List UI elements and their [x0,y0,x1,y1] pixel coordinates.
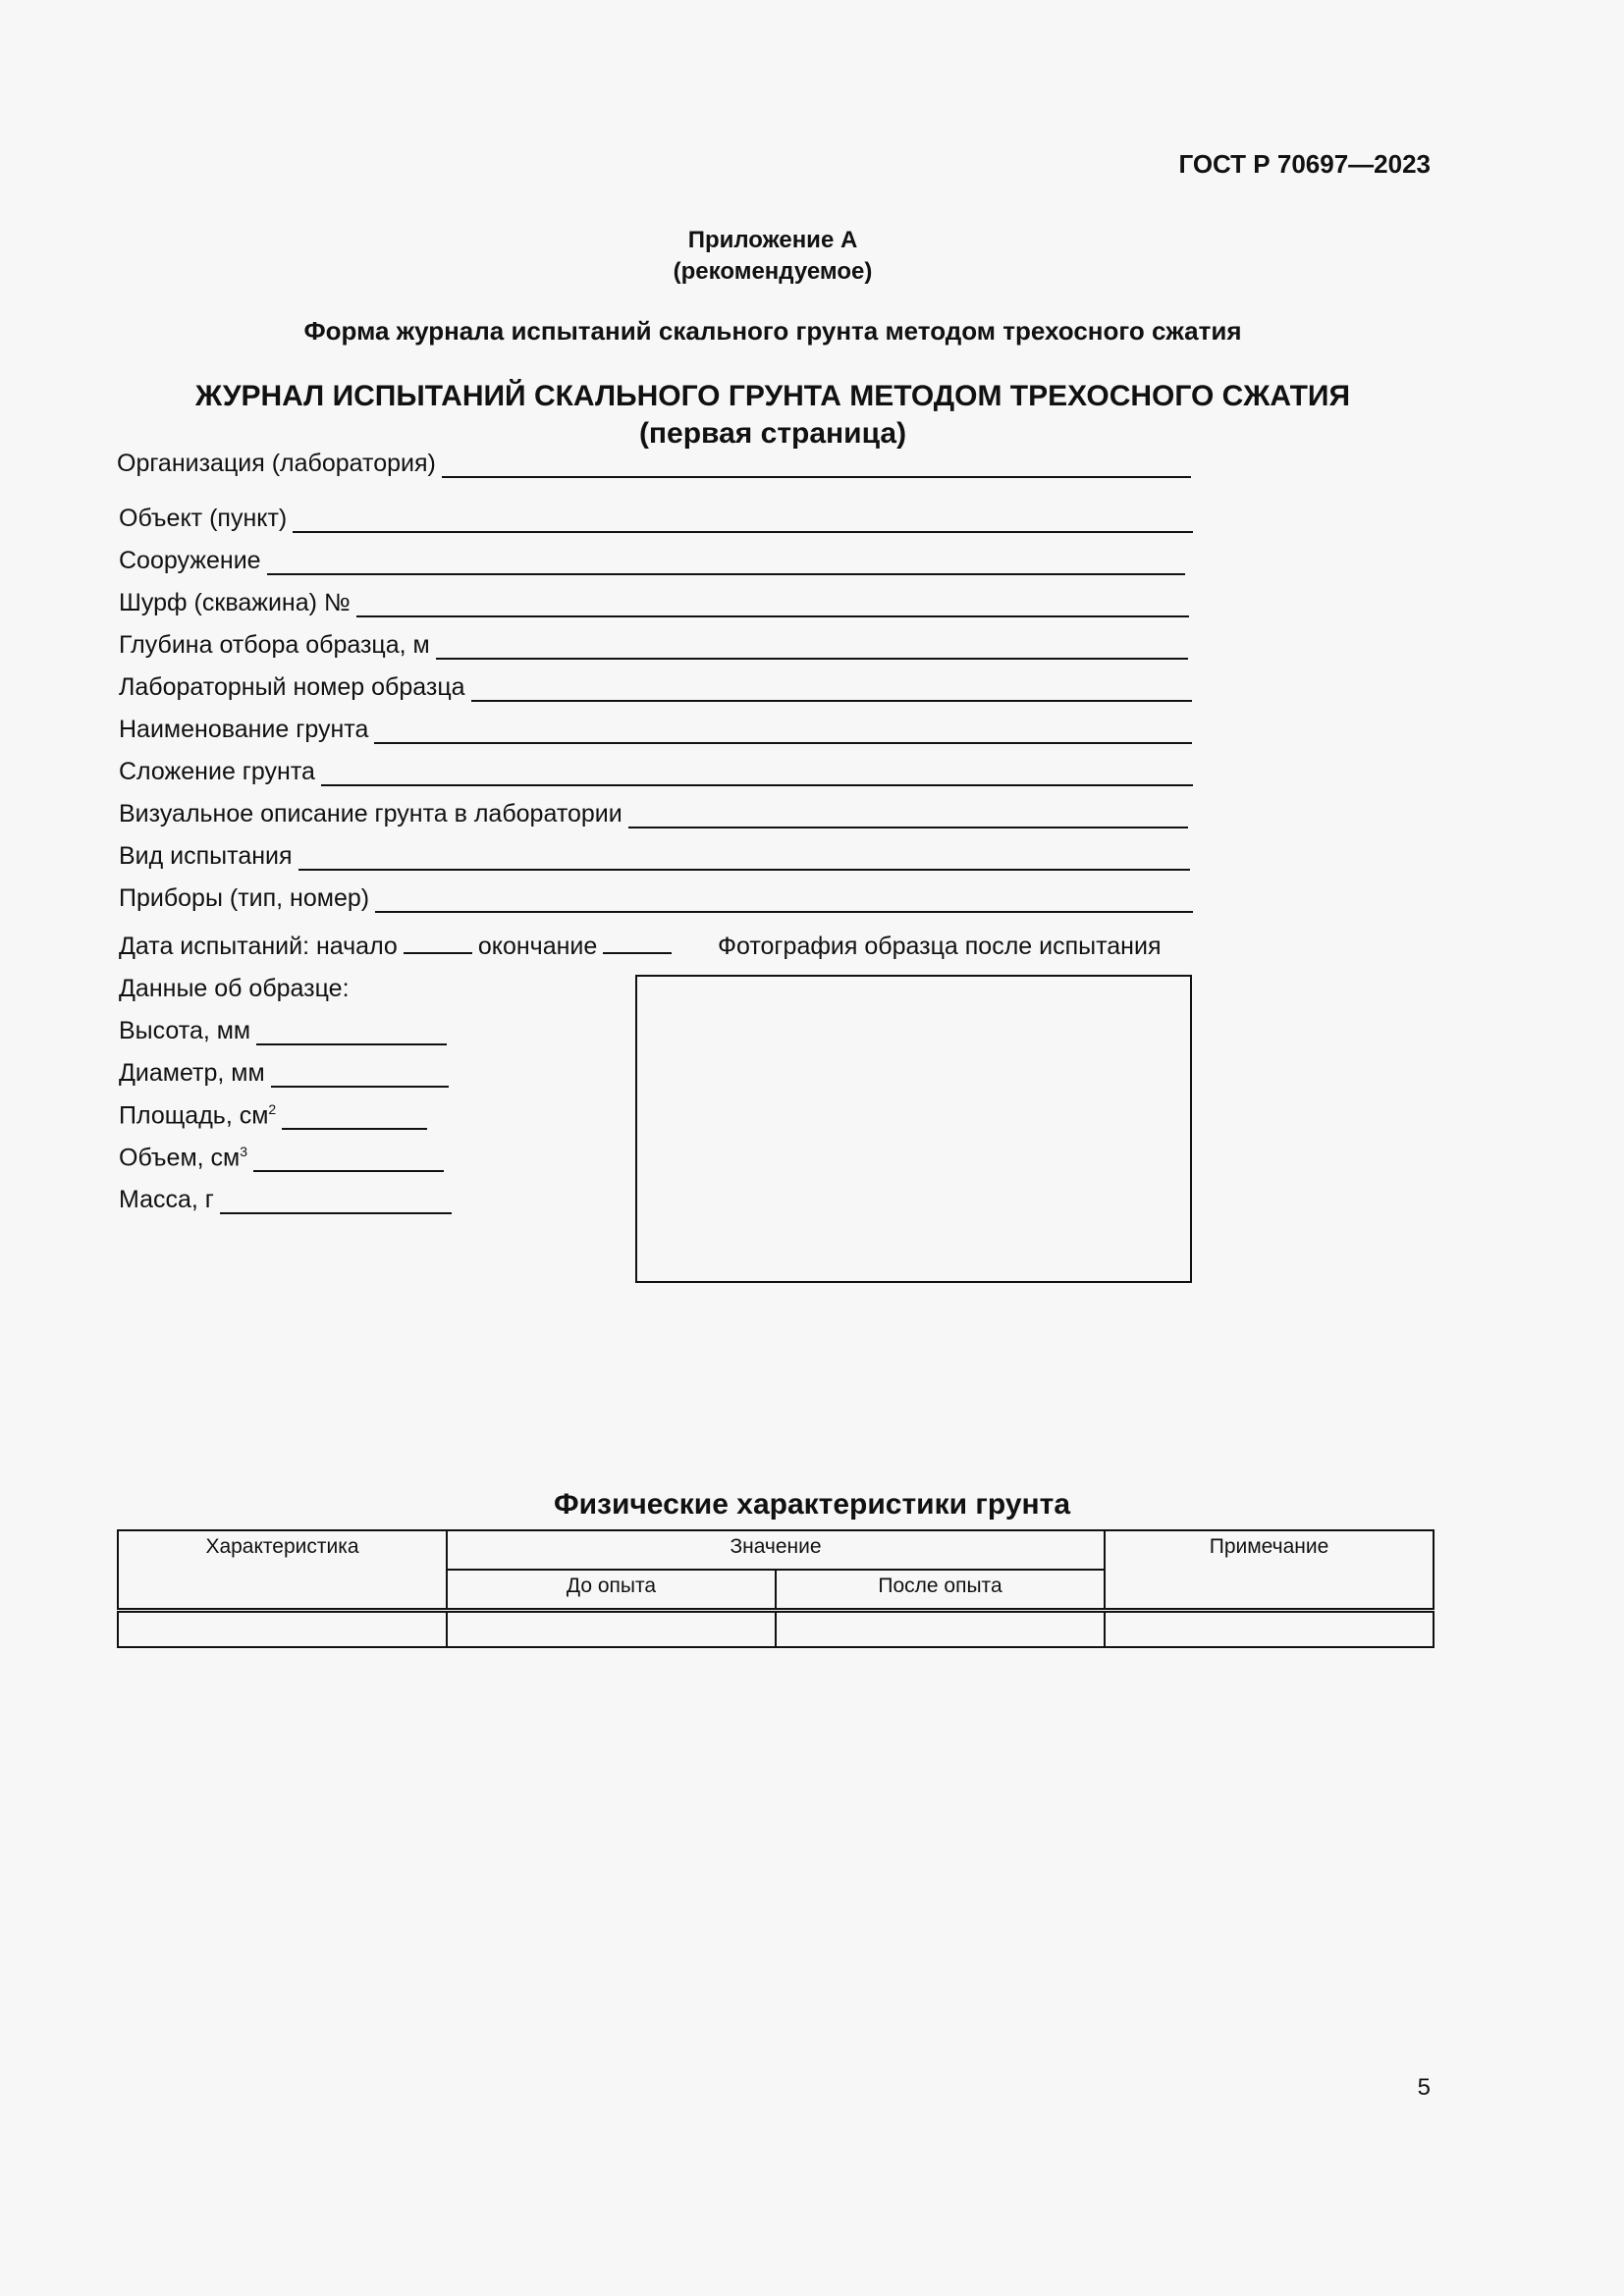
table-cell[interactable] [776,1611,1105,1648]
field-structure-label: Сооружение [119,547,261,574]
field-instruments [119,884,1193,913]
appendix-title: Приложение А [687,227,858,253]
sample-diameter [119,1059,449,1088]
sample-diameter-label: Диаметр, мм [119,1059,265,1087]
field-pit-label: Шурф (скважина) № [119,589,351,616]
field-soil-name-line[interactable] [374,719,1192,744]
field-test-type-label: Вид испытания [119,842,293,870]
page-number: 5 [1417,2074,1431,2101]
test-start-line[interactable] [404,933,472,954]
sample-area-label: Площадь, $см^2$ [119,1101,277,1130]
field-structure-line[interactable] [267,550,1185,575]
journal-subtitle: (первая страница) [638,417,907,450]
appendix-status: (рекомендуемое) [673,258,873,285]
sample-volume-line[interactable] [253,1147,444,1172]
col-value: Значение [447,1530,1105,1570]
sample-mass [119,1186,452,1214]
sample-volume [119,1144,444,1172]
field-pit-line[interactable] [356,592,1189,617]
field-object [119,505,1193,533]
field-organization [117,450,1191,478]
journal-title: ЖУРНАЛ ИСПЫТАНИЙ СКАЛЬНОГО ГРУНТА МЕТОДОМ ТРЕХОСНОГО СЖАТИЯ [194,380,1351,412]
field-lab-number [119,673,1192,702]
sample-height-label: Высота, мм [119,1017,251,1044]
photo-box[interactable] [635,975,1192,1283]
field-object-line[interactable] [293,507,1193,533]
form-caption: Форма журнала испытаний скального грунта методом трехосного сжатия [303,316,1242,346]
sample-heading: Данные об образце: [119,975,350,1002]
appendix-heading [0,225,1545,288]
field-soil-composition-line[interactable] [321,761,1193,786]
physical-title: Физические характеристики грунта [553,1488,1071,1521]
col-after: После опыта [776,1570,1105,1611]
field-pit [119,589,1189,617]
field-instruments-label: Приборы (тип, номер) [119,884,370,912]
test-dates [119,933,677,961]
test-end-line[interactable] [603,933,672,954]
sample-height [119,1017,447,1045]
field-visual-description-line[interactable] [628,803,1188,828]
field-depth-label: Глубина отбора образца, м [119,631,430,659]
table-cell[interactable] [118,1611,447,1648]
sample-area [119,1101,427,1130]
table-cell[interactable] [1105,1611,1434,1648]
field-soil-composition-label: Сложение грунта [119,758,315,785]
sample-area-line[interactable] [282,1104,427,1130]
sample-mass-line[interactable] [220,1189,452,1214]
field-depth [119,631,1188,660]
field-visual-description-label: Визуальное описание грунта в лаборатории [119,800,623,828]
test-end-label: окончание [477,933,598,960]
standard-code: ГОСТ Р 70697—2023 [1178,149,1431,179]
field-visual-description [119,800,1188,828]
table-cell[interactable] [447,1611,776,1648]
field-test-type [119,842,1190,871]
photo-caption: Фотография образца после испытания [718,933,1162,960]
field-test-type-line[interactable] [298,845,1190,871]
field-soil-name-label: Наименование грунта [119,716,369,743]
col-note: Примечание [1105,1530,1434,1611]
table-row [118,1611,1434,1648]
physical-table [117,1529,1435,1648]
sample-diameter-line[interactable] [271,1062,449,1088]
field-organization-line[interactable] [442,453,1191,478]
field-object-label: Объект (пункт) [119,505,288,532]
field-depth-line[interactable] [436,634,1188,660]
col-before: До опыта [447,1570,776,1611]
field-lab-number-line[interactable] [471,676,1192,702]
field-organization-label: Организация (лаборатория) [117,450,436,477]
field-soil-composition [119,758,1193,786]
test-start-label: Дата испытаний: начало [119,933,398,960]
field-structure [119,547,1185,575]
journal-heading [0,378,1545,453]
col-characteristic: Характеристика [118,1530,447,1611]
field-lab-number-label: Лабораторный номер образца [119,673,465,701]
sample-mass-label: Масса, г [119,1186,214,1213]
field-instruments-line[interactable] [375,887,1193,913]
sample-height-line[interactable] [256,1020,447,1045]
field-soil-name [119,716,1192,744]
sample-volume-label: Объем, $см^3$ [119,1144,248,1172]
